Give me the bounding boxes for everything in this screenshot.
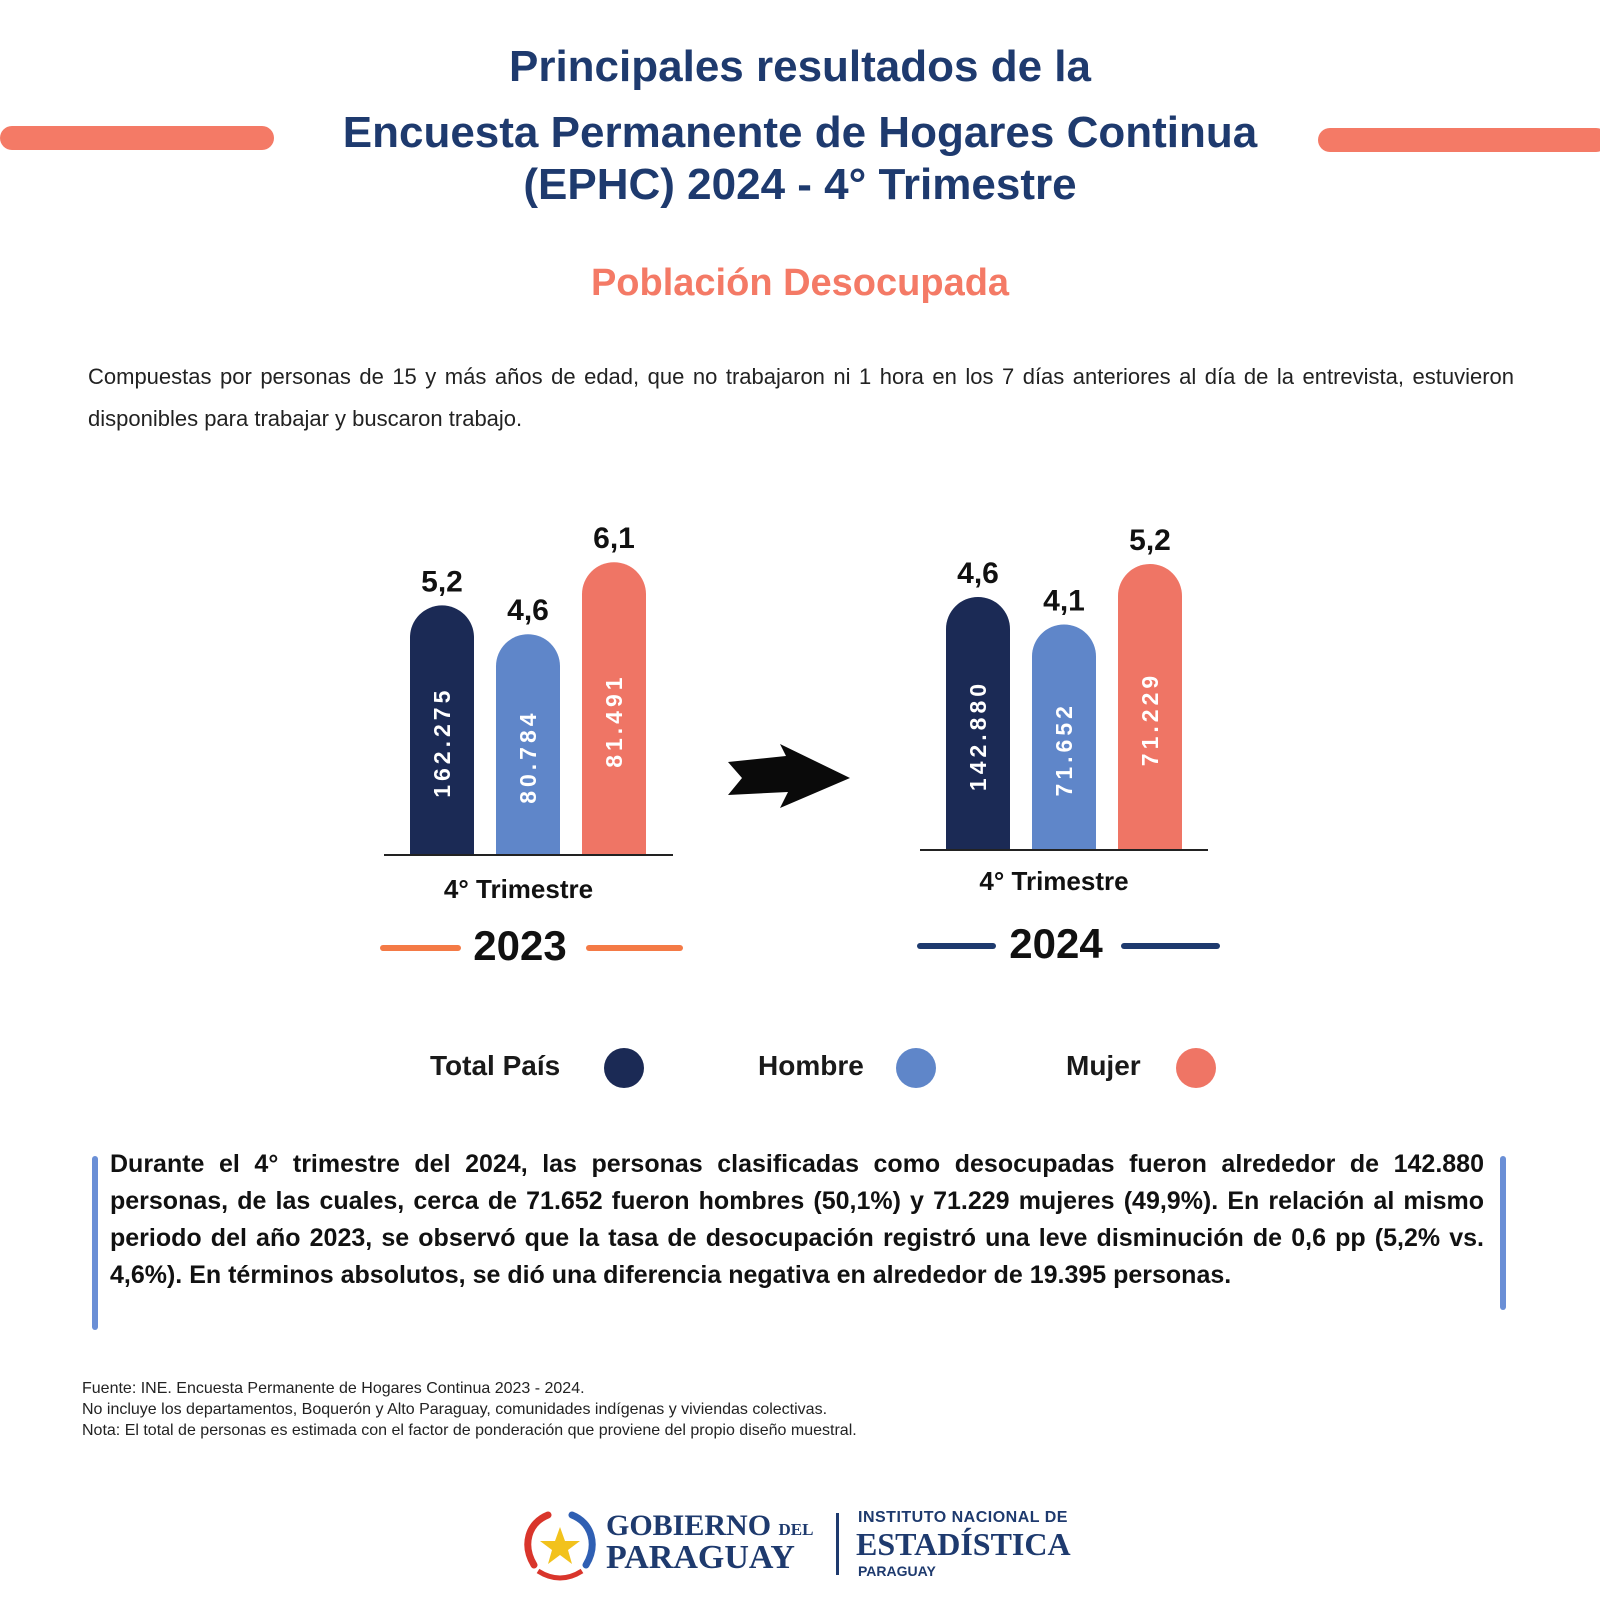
arrow-right-icon [728, 744, 850, 808]
legend-label-hombre: Hombre [758, 1050, 864, 1081]
legend-label-mujer: Mujer [1066, 1050, 1141, 1081]
year-label-2024: 2024 [1009, 920, 1103, 967]
count-label-2024-2: 71.229 [1137, 671, 1163, 767]
legend-dot-total [604, 1048, 644, 1088]
rate-label-2024-2: 5,2 [1129, 524, 1171, 557]
chart-2024 [920, 524, 1217, 967]
rate-label-2024-1: 4,1 [1043, 584, 1085, 618]
footer-logos [520, 1505, 1080, 1585]
year-label-2023: 2023 [473, 922, 567, 969]
title-line-2: Encuesta Permanente de Hogares Continua [342, 108, 1258, 157]
count-label-2023-0: 162.275 [429, 686, 455, 798]
rate-label-2023-0: 5,2 [421, 565, 463, 599]
footnote-exclusion: No incluye los departamentos, Boquerón y Alto Paraguay, comunidades indígenas y viviendas colectivas. [82, 1401, 828, 1418]
definition-text: Compuestas por personas de 15 y más años de edad, que no trabajaron ni 1 hora en los 7 días anteriores al día de la entrevista, estuvieron disponibles para trabajar y buscaron trabajo. [88, 364, 1514, 431]
period-label-2024: 4° Trimestre [979, 866, 1129, 896]
legend-dot-mujer [1176, 1048, 1216, 1088]
summary-text: Durante el 4° trimestre del 2024, las personas clasificadas como desocupadas fueron alrededor de 142.880 personas, de las cuales, cerca de 71.652 fueron hombres (50,1%) y 71.229 mujeres (49,9%). En relación al mismo periodo del año 2023, se observó que la tasa de desocupación registró una leve disminución de 0,6 pp (5,2% vs. 4,6%). En términos absolutos, se dió una diferencia negativa en alrededor de 19.395 personas. [110, 1150, 1484, 1289]
count-label-2024-1: 71.652 [1051, 702, 1077, 797]
period-label-2023: 4° Trimestre [443, 874, 594, 904]
title-line-1: Principales resultados de la [508, 42, 1091, 91]
count-label-2024-0: 142.880 [965, 679, 991, 792]
footnote-note: Nota: El total de personas es estimada con el factor de ponderación que proviene del propio diseño muestral. [82, 1422, 857, 1439]
gov-text-line1: GOBIERNO [606, 1509, 772, 1542]
gov-text-line2: PARAGUAY [606, 1539, 795, 1576]
summary-left-rule [92, 1156, 98, 1330]
legend-label-total: Total País [430, 1050, 561, 1081]
summary-right-rule [1500, 1156, 1506, 1310]
ine-text-line2: ESTADÍSTICA [856, 1526, 1071, 1562]
rate-label-2023-2: 6,1 [593, 522, 635, 556]
section-subtitle: Población Desocupada [590, 262, 1010, 304]
rate-label-2023-1: 4,6 [507, 594, 549, 628]
logo-divider [836, 1513, 839, 1575]
chart-2023 [383, 522, 680, 969]
coat-of-arms-icon [520, 1505, 600, 1585]
footnote-source: Fuente: INE. Encuesta Permanente de Hogares Continua 2023 - 2024. [82, 1380, 585, 1397]
ine-text-line3: PARAGUAY [858, 1563, 936, 1579]
count-label-2023-2: 81.491 [601, 673, 627, 768]
title-line-3: (EPHC) 2024 - 4° Trimestre [523, 160, 1077, 209]
gov-text-del: DEL [778, 1520, 814, 1539]
footnotes [82, 1378, 857, 1441]
count-label-2023-1: 80.784 [515, 709, 541, 804]
ine-text-line1: INSTITUTO NACIONAL DE [858, 1509, 1068, 1526]
legend-dot-hombre [896, 1048, 936, 1088]
rate-label-2024-0: 4,6 [957, 557, 999, 590]
